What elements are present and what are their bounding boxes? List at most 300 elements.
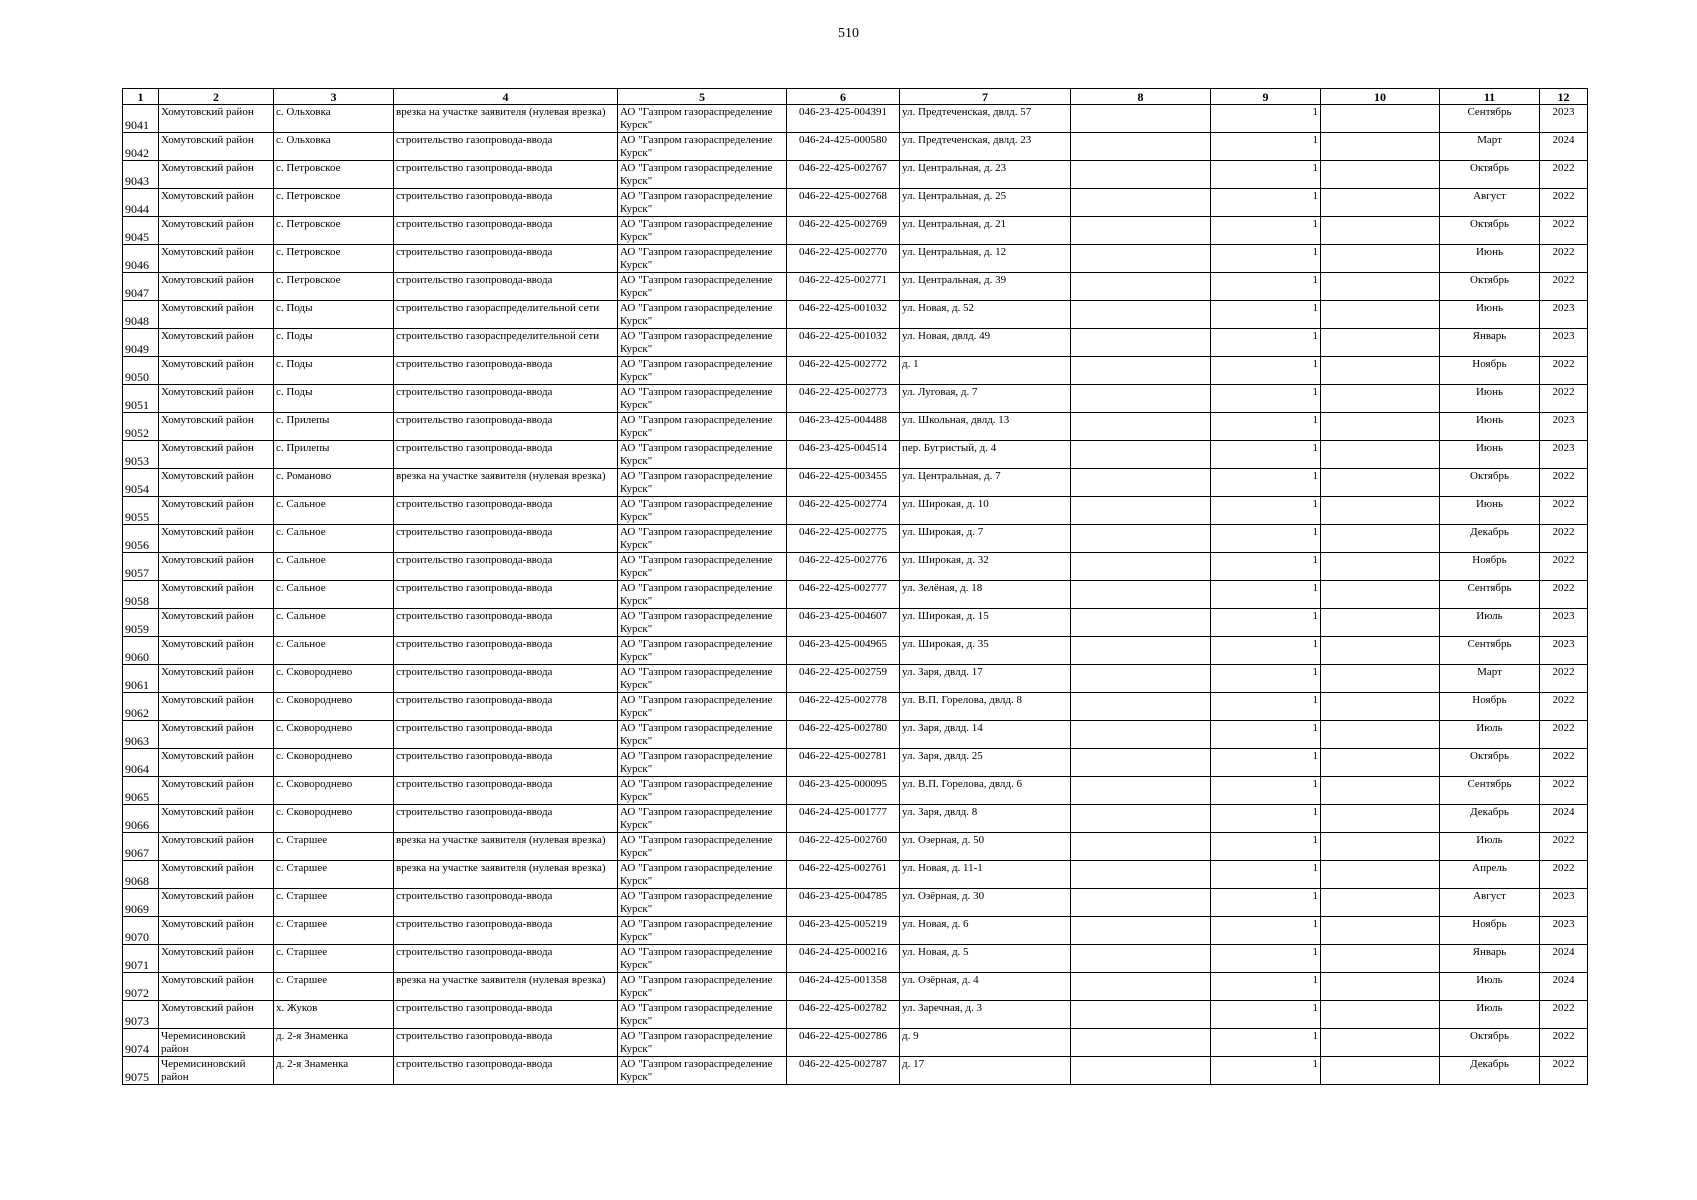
month-cell-text: Ноябрь [1472,918,1507,930]
column-8-cell-text [1071,497,1210,524]
application-id-cell-text: 046-23-425-004514 [799,442,887,454]
year-cell [1540,525,1588,553]
row-number-cell [123,105,159,133]
quantity-cell-text: 1 [1312,442,1318,454]
column-8-cell-text [1071,469,1210,496]
row-number-cell [123,441,159,469]
district-cell [159,637,274,665]
district-cell-text: Хомутовский район [161,246,254,258]
district-cell [159,1057,274,1085]
organization-cell [618,1001,787,1029]
column-10-cell [1321,693,1440,721]
work-type-cell-text: строительство газопровода-ввода [396,582,553,594]
year-cell [1540,301,1588,329]
quantity-cell-text: 1 [1312,1002,1318,1014]
organization-cell [618,189,787,217]
month-cell [1440,329,1540,357]
work-type-cell-text: строительство газопровода-ввода [396,638,553,650]
table-row [123,665,1588,693]
month-cell-text: Октябрь [1470,274,1509,286]
locality-cell [274,329,394,357]
quantity-cell-text: 1 [1312,750,1318,762]
address-cell [900,413,1071,441]
year-cell [1540,1029,1588,1057]
organization-cell-text: АО "Газпром газораспределение Курск" [620,722,773,747]
address-cell-text: ул. Озёрная, д. 30 [902,890,985,902]
district-cell [159,553,274,581]
work-type-cell-text: строительство газопровода-ввода [396,806,553,818]
district-cell-text: Хомутовский район [161,162,254,174]
row-number-cell-text: 9070 [125,930,149,944]
district-cell [159,301,274,329]
address-cell [900,1029,1071,1057]
row-number-cell [123,469,159,497]
organization-cell [618,469,787,497]
organization-cell-text: АО "Газпром газораспределение Курск" [620,610,773,635]
district-cell-text: Хомутовский район [161,666,254,678]
address-cell [900,1001,1071,1029]
quantity-cell [1211,1029,1321,1057]
work-type-cell-text: строительство газопровода-ввода [396,890,553,902]
quantity-cell [1211,665,1321,693]
organization-cell [618,833,787,861]
district-cell [159,413,274,441]
column-10-cell-text [1321,1029,1439,1056]
address-cell [900,189,1071,217]
application-id-cell-text: 046-22-425-003455 [799,470,887,482]
table-row [123,217,1588,245]
organization-cell [618,301,787,329]
locality-cell [274,833,394,861]
year-cell [1540,777,1588,805]
address-cell [900,749,1071,777]
application-id-cell [787,665,900,693]
month-cell-text: Январь [1472,330,1507,342]
work-type-cell-text: строительство газопровода-ввода [396,190,553,202]
column-10-cell-text [1321,105,1439,132]
column-10-cell-text [1321,917,1439,944]
column-10-cell-text [1321,973,1439,1000]
row-number-cell-text: 9054 [125,482,149,496]
quantity-cell-text: 1 [1312,302,1318,314]
address-cell [900,161,1071,189]
application-id-cell [787,749,900,777]
row-number-cell-text: 9065 [125,790,149,804]
year-cell-text: 2022 [1552,470,1575,482]
column-8-cell [1071,917,1211,945]
address-cell-text: ул. Заречная, д. 3 [902,1002,982,1014]
district-cell [159,357,274,385]
column-10-cell-text [1321,805,1439,832]
quantity-cell-text: 1 [1312,918,1318,930]
column-8-cell-text [1071,217,1210,244]
address-cell [900,637,1071,665]
locality-cell-text: с. Поды [276,330,313,342]
table-row [123,637,1588,665]
quantity-cell-text: 1 [1312,386,1318,398]
locality-cell-text: с. Поды [276,386,313,398]
month-cell-text: Апрель [1472,862,1507,874]
schedule-table [122,88,1588,1085]
quantity-cell-text: 1 [1312,946,1318,958]
column-8-cell-text [1071,525,1210,552]
year-cell-text: 2024 [1552,806,1575,818]
month-cell [1440,917,1540,945]
quantity-cell [1211,917,1321,945]
application-id-cell [787,693,900,721]
year-cell [1540,581,1588,609]
row-number-cell [123,833,159,861]
row-number-cell [123,357,159,385]
work-type-cell [394,357,618,385]
work-type-cell-text: строительство газопровода-ввода [396,386,553,398]
locality-cell [274,1057,394,1085]
month-cell [1440,833,1540,861]
quantity-cell [1211,245,1321,273]
quantity-cell-text: 1 [1312,526,1318,538]
month-cell-text: Сентябрь [1467,106,1512,118]
column-8-cell-text [1071,189,1210,216]
locality-cell-text: с. Сковороднево [276,694,353,706]
month-cell [1440,385,1540,413]
organization-cell-text: АО "Газпром газораспределение Курск" [620,666,773,691]
address-cell-text: ул. Новая, д. 11-1 [902,862,983,874]
locality-cell [274,777,394,805]
locality-cell [274,441,394,469]
address-cell-text: ул. Центральная, д. 23 [902,162,1007,174]
district-cell-text: Хомутовский район [161,750,254,762]
column-8-cell-text [1071,917,1210,944]
application-id-cell-text: 046-24-425-000216 [799,946,887,958]
locality-cell-text: с. Петровское [276,162,341,174]
column-10-cell [1321,525,1440,553]
column-10-cell-text [1321,273,1439,300]
locality-cell-text: с. Старшее [276,918,328,930]
column-10-cell [1321,133,1440,161]
district-cell [159,1001,274,1029]
column-8-cell [1071,609,1211,637]
column-header-6: 6 [787,89,900,105]
column-10-cell [1321,497,1440,525]
application-id-cell-text: 046-23-425-000095 [799,778,887,790]
district-cell [159,497,274,525]
organization-cell-text: АО "Газпром газораспределение Курск" [620,330,773,355]
column-10-cell-text [1321,329,1439,356]
locality-cell-text: с. Поды [276,358,313,370]
year-cell [1540,805,1588,833]
row-number-cell-text: 9048 [125,314,149,328]
row-number-cell [123,917,159,945]
application-id-cell [787,525,900,553]
application-id-cell [787,497,900,525]
work-type-cell [394,889,618,917]
locality-cell [274,161,394,189]
application-id-cell [787,777,900,805]
work-type-cell [394,133,618,161]
row-number-cell [123,189,159,217]
column-8-cell-text [1071,637,1210,664]
year-cell [1540,609,1588,637]
address-cell-text: ул. Новая, д. 6 [902,918,969,930]
row-number-cell [123,525,159,553]
column-8-cell [1071,1029,1211,1057]
address-cell [900,217,1071,245]
month-cell-text: Июль [1476,834,1503,846]
month-cell-text: Июнь [1475,498,1504,510]
quantity-cell [1211,581,1321,609]
year-cell-text: 2024 [1552,974,1575,986]
organization-cell [618,777,787,805]
address-cell [900,553,1071,581]
year-cell-text: 2023 [1552,330,1575,342]
work-type-cell [394,329,618,357]
row-number-cell-text: 9074 [125,1042,149,1056]
locality-cell [274,497,394,525]
row-number-cell-text: 9043 [125,174,149,188]
row-number-cell [123,329,159,357]
quantity-cell [1211,945,1321,973]
quantity-cell-text: 1 [1312,806,1318,818]
locality-cell [274,693,394,721]
district-cell-text: Хомутовский район [161,302,254,314]
locality-cell-text: с. Старшее [276,834,328,846]
table-row [123,861,1588,889]
locality-cell-text: с. Сковороднево [276,806,353,818]
application-id-cell-text: 046-22-425-002778 [799,694,887,706]
column-header-9: 9 [1211,89,1321,105]
row-number-cell [123,609,159,637]
row-number-cell [123,1057,159,1085]
column-10-cell [1321,1057,1440,1085]
application-id-cell [787,413,900,441]
row-number-cell-text: 9047 [125,286,149,300]
year-cell-text: 2023 [1552,106,1575,118]
work-type-cell [394,945,618,973]
work-type-cell-text: строительство газопровода-ввода [396,610,553,622]
locality-cell-text: с. Сковороднево [276,750,353,762]
year-cell [1540,329,1588,357]
year-cell-text: 2022 [1552,862,1575,874]
application-id-cell-text: 046-22-425-002787 [799,1058,887,1070]
address-cell-text: ул. Центральная, д. 21 [902,218,1007,230]
year-cell [1540,161,1588,189]
column-10-cell-text [1321,777,1439,804]
organization-cell-text: АО "Газпром газораспределение Курск" [620,498,773,523]
quantity-cell-text: 1 [1312,890,1318,902]
month-cell-text: Июль [1476,722,1503,734]
month-cell-text: Июль [1476,1002,1503,1014]
district-cell [159,105,274,133]
month-cell [1440,889,1540,917]
row-number-cell-text: 9041 [125,118,149,132]
district-cell-text: Черемисиновский район [161,1030,246,1055]
address-cell [900,693,1071,721]
work-type-cell-text: строительство газопровода-ввода [396,218,553,230]
district-cell [159,777,274,805]
column-10-cell-text [1321,1001,1439,1028]
application-id-cell-text: 046-22-425-002769 [799,218,887,230]
table-row [123,133,1588,161]
district-cell [159,329,274,357]
quantity-cell [1211,889,1321,917]
locality-cell [274,917,394,945]
work-type-cell-text: строительство газопровода-ввода [396,526,553,538]
column-8-cell [1071,189,1211,217]
table-row [123,805,1588,833]
work-type-cell-text: строительство газопровода-ввода [396,1058,553,1070]
address-cell [900,105,1071,133]
quantity-cell-text: 1 [1312,1030,1318,1042]
address-cell [900,245,1071,273]
work-type-cell [394,805,618,833]
table-header [123,89,1588,105]
month-cell-text: Июнь [1475,246,1504,258]
table-row [123,441,1588,469]
column-8-cell-text [1071,329,1210,356]
column-8-cell-text [1071,357,1210,384]
locality-cell-text: с. Петровское [276,246,341,258]
row-number-cell-text: 9059 [125,622,149,636]
table-row [123,413,1588,441]
column-10-cell-text [1321,469,1439,496]
month-cell [1440,525,1540,553]
row-number-cell [123,749,159,777]
row-number-cell-text: 9049 [125,342,149,356]
organization-cell [618,1029,787,1057]
locality-cell [274,133,394,161]
column-10-cell-text [1321,385,1439,412]
organization-cell-text: АО "Газпром газораспределение Курск" [620,442,773,467]
address-cell [900,777,1071,805]
month-cell [1440,553,1540,581]
column-10-cell [1321,665,1440,693]
row-number-cell [123,133,159,161]
quantity-cell-text: 1 [1312,106,1318,118]
column-10-cell [1321,329,1440,357]
quantity-cell [1211,217,1321,245]
year-cell [1540,189,1588,217]
year-cell [1540,413,1588,441]
column-header-12: 12 [1540,89,1588,105]
column-10-cell-text [1321,833,1439,860]
application-id-cell-text: 046-22-425-002772 [799,358,887,370]
column-10-cell-text [1321,133,1439,160]
locality-cell-text: с. Петровское [276,218,341,230]
quantity-cell-text: 1 [1312,470,1318,482]
year-cell-text: 2022 [1552,1030,1575,1042]
application-id-cell-text: 046-22-425-002776 [799,554,887,566]
year-cell-text: 2024 [1552,134,1575,146]
locality-cell-text: с. Сковороднево [276,722,353,734]
year-cell [1540,217,1588,245]
quantity-cell [1211,637,1321,665]
locality-cell-text: с. Сальное [276,582,326,594]
column-8-cell-text [1071,273,1210,300]
organization-cell [618,581,787,609]
locality-cell [274,385,394,413]
address-cell [900,665,1071,693]
column-header-4: 4 [394,89,618,105]
locality-cell-text: с. Сковороднево [276,778,353,790]
quantity-cell-text: 1 [1312,246,1318,258]
row-number-cell-text: 9066 [125,818,149,832]
work-type-cell-text: строительство газораспределительной сети [396,330,600,342]
organization-cell [618,805,787,833]
month-cell [1440,665,1540,693]
district-cell-text: Хомутовский район [161,890,254,902]
column-10-cell [1321,1029,1440,1057]
table-row [123,301,1588,329]
table-row [123,917,1588,945]
address-cell-text: ул. Заря, двлд. 8 [902,806,978,818]
row-number-cell-text: 9045 [125,230,149,244]
column-8-cell [1071,385,1211,413]
locality-cell [274,273,394,301]
address-cell-text: ул. Озерная, д. 50 [902,834,985,846]
column-8-cell [1071,245,1211,273]
table-row [123,105,1588,133]
column-8-cell [1071,525,1211,553]
organization-cell-text: АО "Газпром газораспределение Курск" [620,526,773,551]
column-8-cell [1071,637,1211,665]
year-cell-text: 2022 [1552,582,1575,594]
column-10-cell-text [1321,301,1439,328]
month-cell [1440,413,1540,441]
column-10-cell-text [1321,217,1439,244]
column-8-cell [1071,833,1211,861]
table-row [123,553,1588,581]
address-cell-text: ул. В.П. Горелова, двлд. 6 [902,778,1022,790]
locality-cell-text: с. Старшее [276,974,328,986]
quantity-cell [1211,413,1321,441]
year-cell [1540,945,1588,973]
work-type-cell [394,441,618,469]
month-cell-text: Июнь [1475,386,1504,398]
table-row [123,721,1588,749]
work-type-cell [394,413,618,441]
quantity-cell-text: 1 [1312,610,1318,622]
address-cell-text: ул. Новая, д. 5 [902,946,969,958]
work-type-cell-text: строительство газопровода-ввода [396,554,553,566]
table-row [123,245,1588,273]
work-type-cell [394,917,618,945]
organization-cell-text: АО "Газпром газораспределение Курск" [620,918,773,943]
work-type-cell [394,693,618,721]
application-id-cell [787,609,900,637]
year-cell-text: 2022 [1552,246,1575,258]
column-10-cell [1321,357,1440,385]
month-cell [1440,805,1540,833]
district-cell-text: Хомутовский район [161,134,254,146]
row-number-cell-text: 9073 [125,1014,149,1028]
year-cell-text: 2022 [1552,1002,1575,1014]
quantity-cell [1211,749,1321,777]
year-cell-text: 2022 [1552,274,1575,286]
row-number-cell [123,665,159,693]
quantity-cell-text: 1 [1312,666,1318,678]
address-cell [900,861,1071,889]
month-cell-text: Декабрь [1470,806,1509,818]
month-cell [1440,105,1540,133]
organization-cell-text: АО "Газпром газораспределение Курск" [620,694,773,719]
application-id-cell-text: 046-24-425-001358 [799,974,887,986]
district-cell [159,133,274,161]
work-type-cell-text: строительство газопровода-ввода [396,750,553,762]
year-cell [1540,973,1588,1001]
column-8-cell [1071,441,1211,469]
locality-cell-text: с. Старшее [276,890,328,902]
quantity-cell-text: 1 [1312,694,1318,706]
